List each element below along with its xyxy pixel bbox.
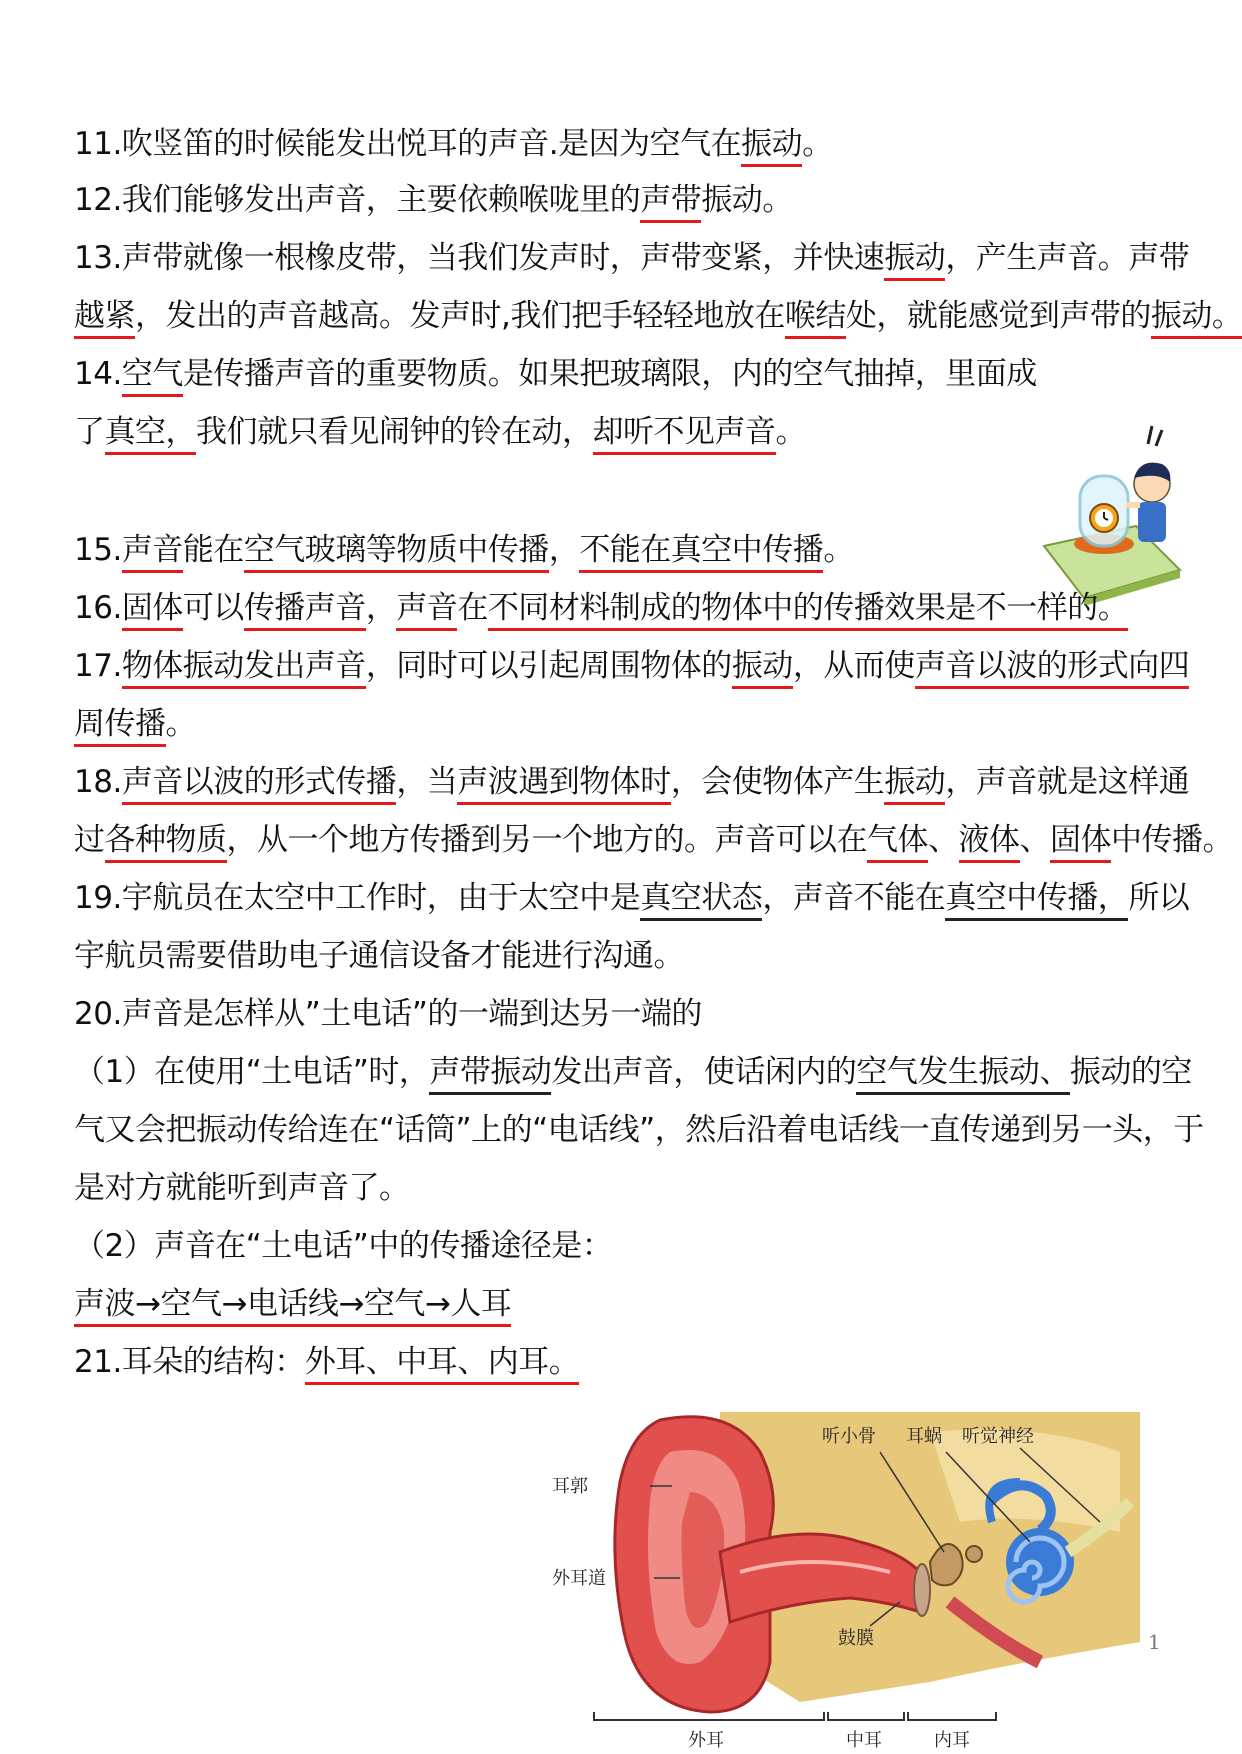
label-eardrum: 鼓膜 xyxy=(838,1628,874,1649)
item-20-1-line3: 是对方就能听到声音了。 xyxy=(74,1170,410,1206)
label-outer-ear: 外耳 xyxy=(688,1730,724,1751)
label-middle-ear: 中耳 xyxy=(846,1730,882,1751)
item-19-line1: 19.宇航员在太空中工作时，由于太空中是真空状态，声音不能在真空中传播，所以 xyxy=(74,878,1174,918)
page-number: 1 xyxy=(1148,1630,1161,1654)
item-20-2-answer: 声波→空气→电话线→空气→人耳 xyxy=(74,1284,1174,1324)
label-inner-ear: 内耳 xyxy=(934,1730,970,1751)
item-18-line2: 过各种物质，从一个地方传播到另一个地方的。声音可以在气体、液体、固体中传播。 xyxy=(74,820,1174,860)
item-13-line1: 13.声带就像一根橡皮带，当我们发声时，声带变紧，并快速振动，产生声音。声带 xyxy=(74,238,1174,278)
item-20-question: 20.声音是怎样从”土电话”的一端到达另一端的 xyxy=(74,996,702,1032)
item-18-line1: 18.声音以波的形式传播，当声波遇到物体时，会使物体产生振动，声音就是这样通 xyxy=(74,762,1174,802)
item-12: 12.我们能够发出声音，主要依赖喉咙里的声带振动。 xyxy=(74,180,1174,220)
item-11: 11.吹竖笛的时候能发出悦耳的声音.是因为空气在振动。 xyxy=(74,124,1174,164)
item-15: 15.声音能在空气玻璃等物质中传播，不能在真空中传播。 xyxy=(74,530,1174,570)
item-14-line2: 了真空，我们就只看见闹钟的铃在动，却听不见声音。 xyxy=(74,412,1174,452)
item-21: 21.耳朵的结构：外耳、中耳、内耳。 xyxy=(74,1342,1174,1382)
item-13-line2: 越紧，发出的声音越高。发声时,我们把手轻轻地放在喉结处，就能感觉到声带的振动。 xyxy=(74,296,1174,336)
bell-jar-illustration xyxy=(1040,418,1180,614)
label-ossicles: 听小骨 xyxy=(822,1426,876,1447)
item-20-1-line1: （1）在使用“土电话”时，声带振动发出声音，使话闲内的空气发生振动、振动的空 xyxy=(74,1052,1174,1092)
ear-structure-diagram xyxy=(552,1412,1140,1751)
item-17-line1: 17.物体振动发出声音，同时可以引起周围物体的振动，从而使声音以波的形式向四 xyxy=(74,646,1174,686)
item-16: 16.固体可以传播声音，声音在不同材料制成的物体中的传播效果是不一样的。 xyxy=(74,588,1174,628)
item-14-line1: 14.空气是传播声音的重要物质。如果把玻璃限，内的空气抽掉，里面成 xyxy=(74,354,1174,394)
label-cochlea: 耳蜗 xyxy=(906,1426,942,1447)
label-auditory-nerve: 听觉神经 xyxy=(962,1426,1034,1447)
item-20-1-line2: 气又会把振动传给连在“话筒”上的“电话线”，然后沿着电话线一直传递到另一头，于 xyxy=(74,1112,1204,1148)
item-20-2-question: （2）声音在“土电话”中的传播途径是： xyxy=(74,1228,613,1264)
label-auricle: 耳郭 xyxy=(552,1476,588,1497)
item-17-line2: 周传播。 xyxy=(74,704,1174,744)
item-19-line2: 宇航员需要借助电子通信设备才能进行沟通。 xyxy=(74,938,684,974)
label-ear-canal: 外耳道 xyxy=(552,1568,606,1589)
